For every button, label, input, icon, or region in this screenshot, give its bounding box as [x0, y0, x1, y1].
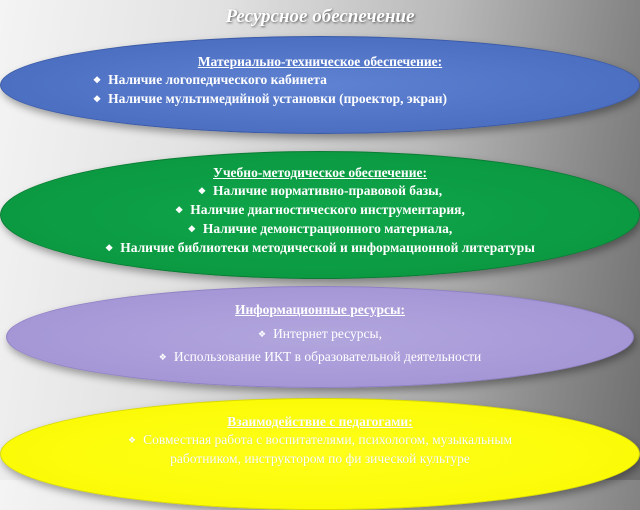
diamond-bullet-icon: ❖	[187, 224, 196, 234]
list-item-text: Наличие мультимедийной установки (проектор, экран)	[108, 91, 448, 106]
method-heading: Учебно-методическое обеспечение:	[213, 165, 427, 180]
method-list	[1, 182, 639, 258]
diamond-bullet-icon: ❖	[197, 186, 206, 196]
diamond-bullet-icon: ❖	[257, 329, 267, 339]
oval-info-resources	[6, 286, 634, 388]
list-item-text: Совместная работа с воспитателями, психологом, музыкальным работником, инструктором по фи зической культуре	[143, 432, 512, 466]
oval-teacher-interaction	[0, 398, 640, 510]
list-item	[7, 323, 633, 346]
list-item	[1, 431, 639, 468]
list-item-text: Интернет ресурсы,	[273, 326, 382, 341]
list-item	[93, 90, 639, 109]
list-item	[1, 220, 639, 239]
oval-material-resources	[0, 36, 640, 134]
diamond-bullet-icon: ❖	[175, 205, 184, 215]
info-heading: Информационные ресурсы:	[234, 302, 406, 317]
list-item	[93, 71, 639, 90]
material-heading: Материально-техническое обеспечение:	[197, 54, 443, 69]
interact-list	[1, 431, 639, 468]
diamond-bullet-icon: ❖	[93, 94, 102, 104]
list-item	[1, 182, 639, 201]
diamond-bullet-icon: ❖	[127, 435, 137, 445]
list-item-text: Наличие нормативно-правовой базы,	[212, 183, 443, 198]
page-title: Ресурсное обеспечение	[225, 6, 415, 27]
list-item-text: Наличие диагностического инструментария,	[190, 202, 465, 217]
list-item-text: Наличие демонстрационного материала,	[202, 221, 453, 236]
oval-method-resources	[0, 151, 640, 279]
info-list	[7, 323, 633, 369]
list-item-text: Использование ИКТ в образовательной деятельности	[173, 349, 482, 364]
list-item-text: Наличие библиотеки методической и информационной литературы	[120, 240, 535, 255]
diamond-bullet-icon: ❖	[105, 243, 114, 253]
diamond-bullet-icon: ❖	[158, 352, 167, 362]
list-item	[7, 346, 633, 369]
list-item-text: Наличие логопедического кабинета	[108, 72, 327, 87]
list-item	[1, 201, 639, 220]
diamond-bullet-icon: ❖	[93, 75, 102, 85]
list-item	[1, 239, 639, 258]
interact-heading: Взаимодействие с педагогами:	[227, 414, 413, 429]
material-list	[1, 71, 639, 109]
